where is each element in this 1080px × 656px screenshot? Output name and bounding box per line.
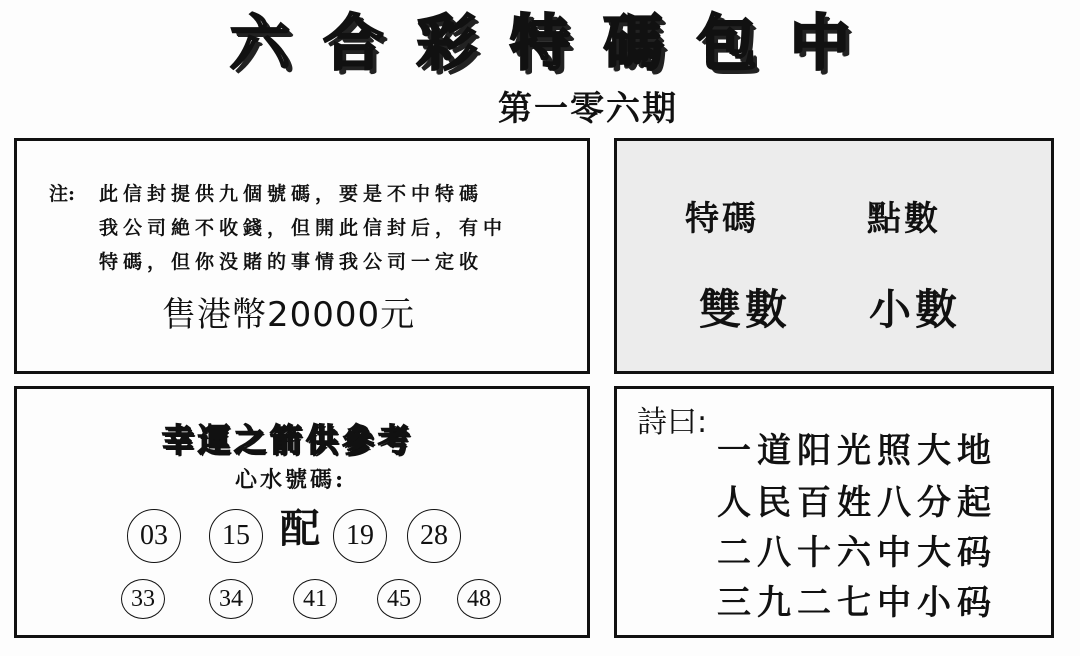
title-char: 中	[789, 9, 850, 79]
points-value: 小數	[869, 285, 962, 334]
number-ball: 28	[407, 509, 461, 563]
tema-value: 雙數	[699, 285, 792, 334]
number-ball: 45	[377, 579, 421, 619]
poem-line: 一道阳光照大地	[717, 431, 997, 471]
tema-box	[614, 138, 1054, 374]
poem-line: 二八十六中大码	[717, 533, 997, 573]
number-ball: 03	[127, 509, 181, 563]
title-char: 六	[230, 9, 290, 79]
note-line: 此信封提供九個號碼，要是不中特碼	[99, 183, 484, 205]
price-text: 售港幣20000元	[162, 295, 416, 335]
number-ball: 34	[209, 579, 253, 619]
number-ball: 19	[333, 509, 387, 563]
poem-line: 三九二七中小码	[717, 583, 997, 623]
note-box	[14, 138, 590, 374]
page-title	[230, 8, 850, 80]
number-ball: 41	[293, 579, 337, 619]
note-prefix: 注:	[49, 183, 76, 205]
title-char: 彩	[416, 9, 477, 79]
lucky-title: 幸運之箭供參考	[162, 421, 415, 459]
lucky-subtitle: 心水號碼:	[235, 467, 347, 493]
points-label: 點數	[867, 199, 941, 239]
lucky-box	[14, 386, 590, 638]
note-line: 我公司絶不收錢，但開此信封后，有中	[99, 217, 508, 239]
issue-number: 第一零六期	[498, 88, 678, 129]
title-char: 碼	[603, 9, 664, 79]
number-ball: 48	[457, 579, 501, 619]
poem-box	[614, 386, 1054, 638]
poem-heading: 詩曰:	[637, 405, 708, 440]
title-char: 合	[323, 9, 384, 79]
pei-character: 配	[280, 506, 320, 552]
number-ball: 15	[209, 509, 263, 563]
title-char: 包	[696, 9, 757, 79]
note-line: 特碼，但你没賭的事情我公司一定收	[99, 251, 484, 273]
poem-line: 人民百姓八分起	[717, 483, 997, 523]
title-char: 特	[509, 9, 570, 79]
number-ball: 33	[121, 579, 165, 619]
tema-label: 特碼	[685, 199, 759, 239]
